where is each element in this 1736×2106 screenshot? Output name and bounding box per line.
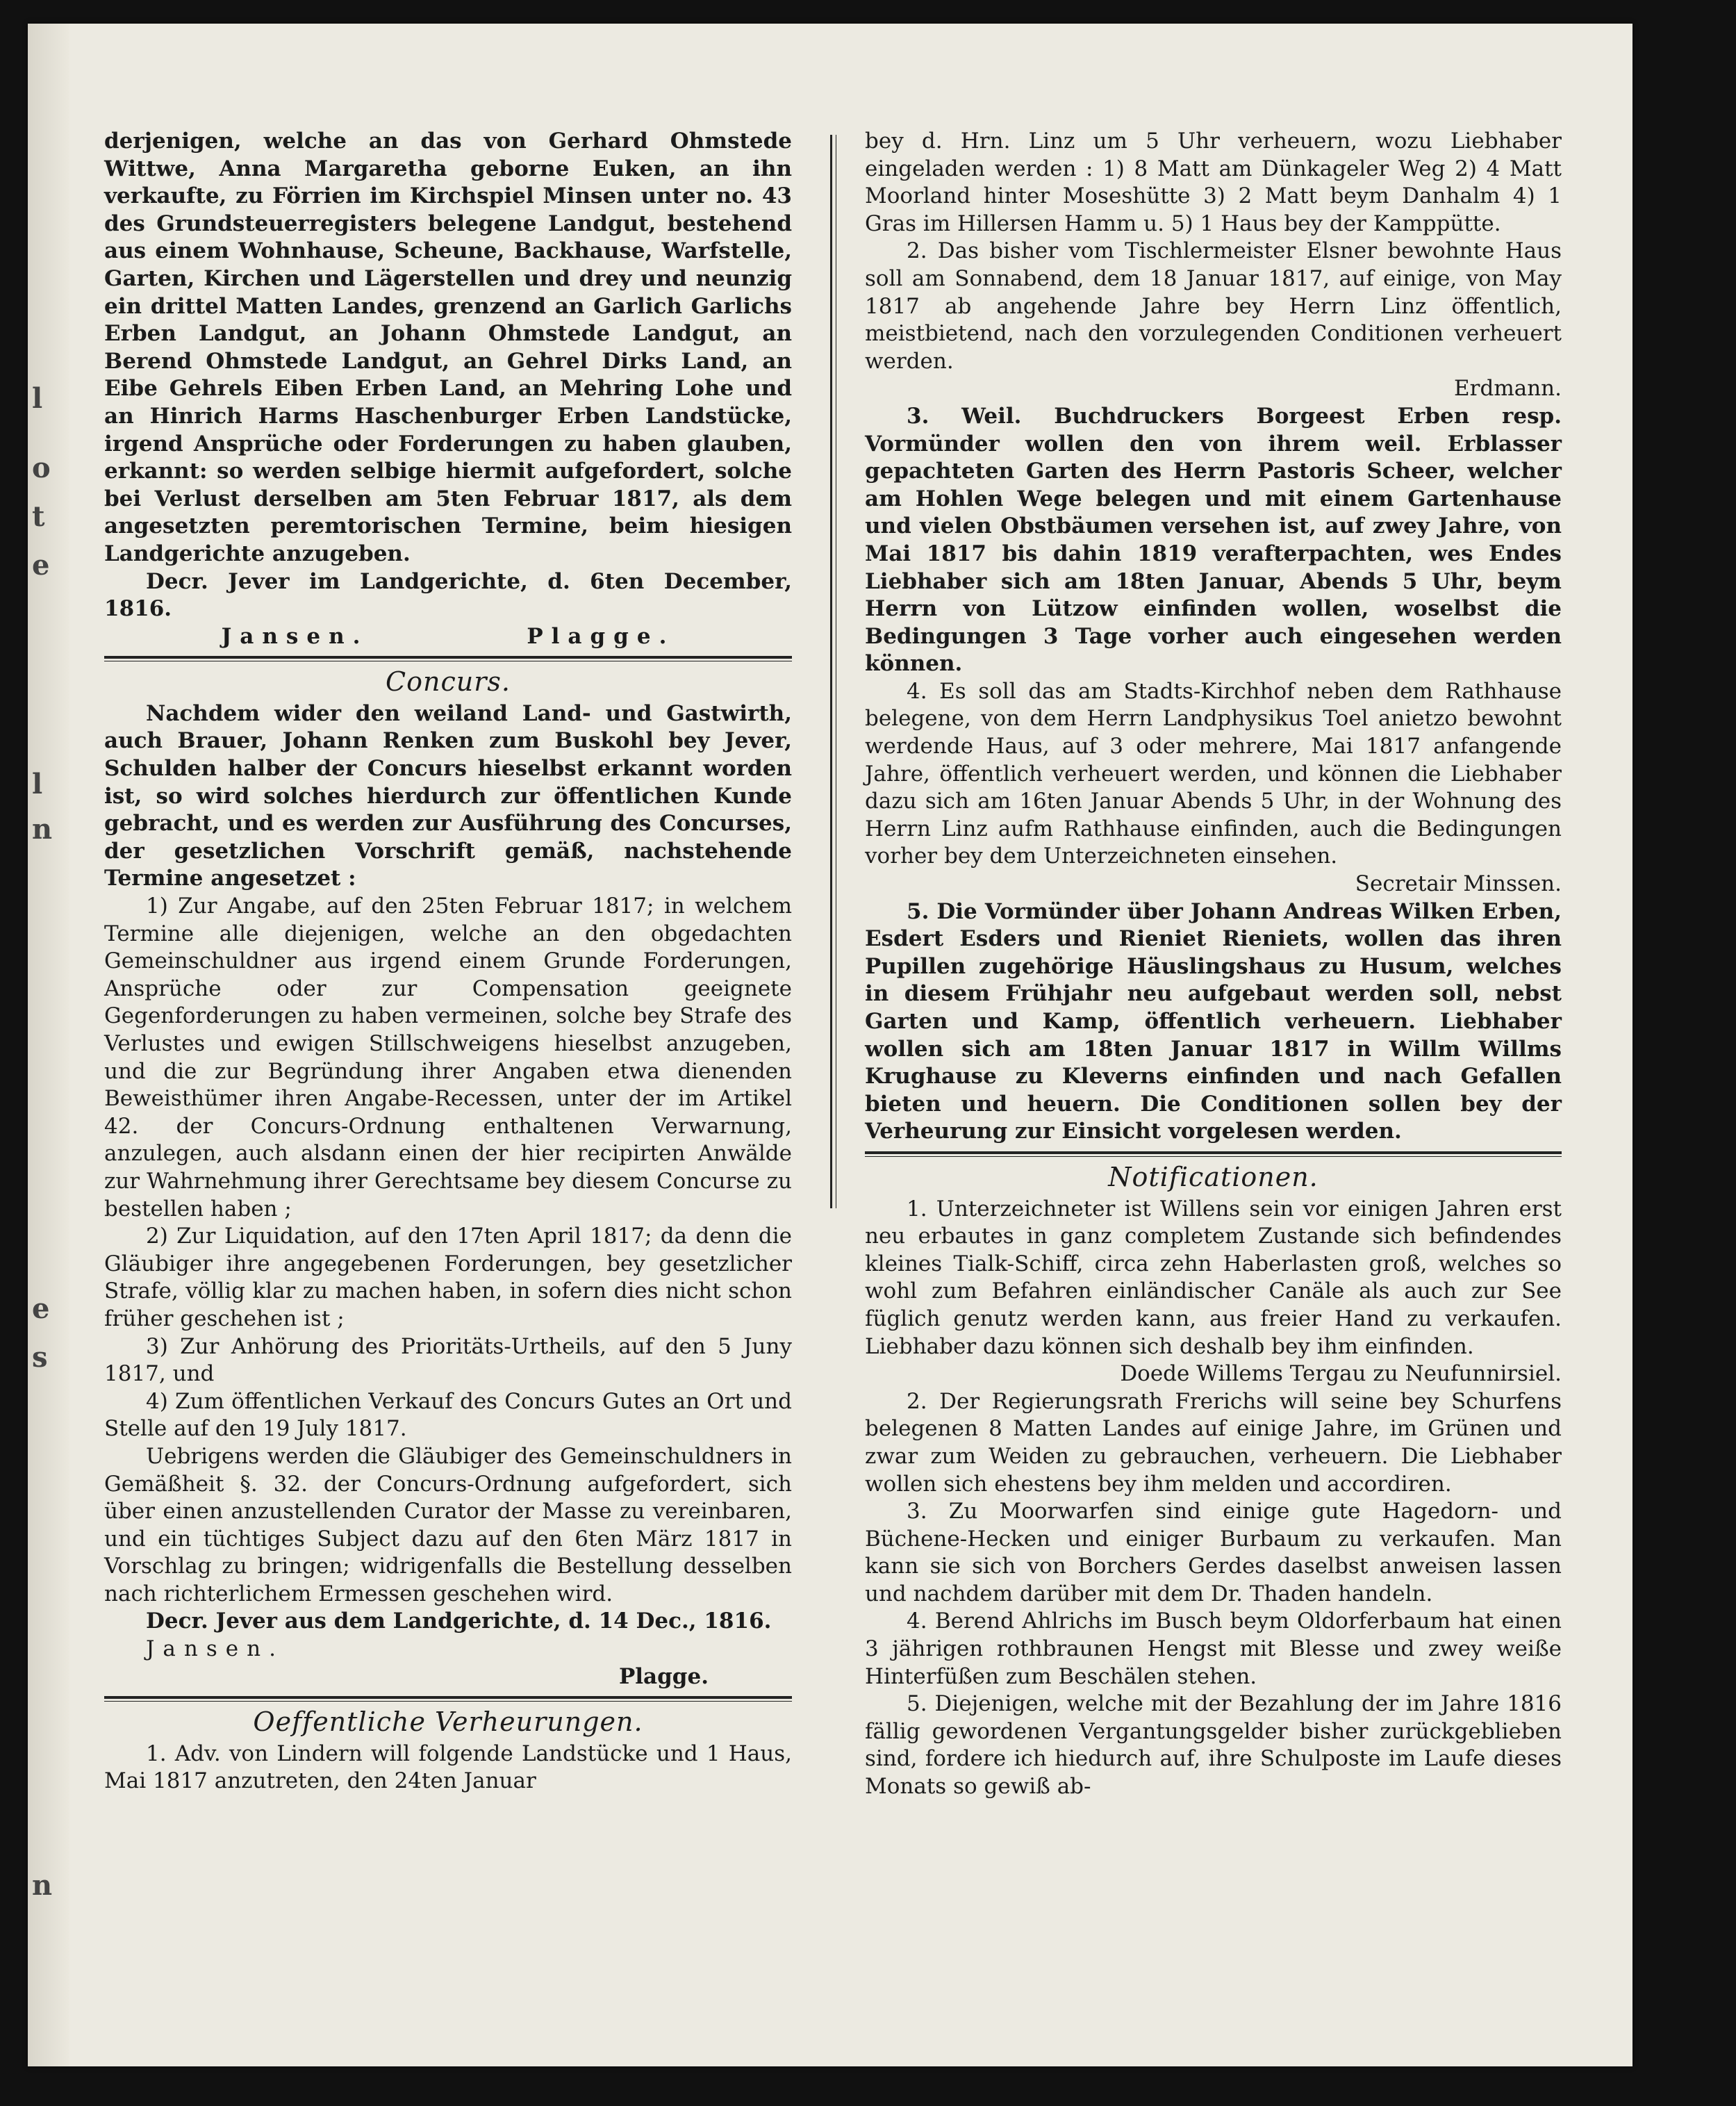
notification-3: 3. Zu Moorwarfen sind einige gute Hagedorn- und Büchene-Hecken und einiger Burbaum zu verkaufen. Man kann sie sich von Borchers Gerdes daselbst anweisen lassen und nachdem darüber mit dem Dr. Thaden handeln. [865,1499,1562,1606]
notifications-heading: Notificationen. [1108,1161,1318,1192]
concurs-heading: Concurs. [386,666,511,698]
edge-letter: n [32,1869,53,1902]
notification-1: 1. Unterzeichneter ist Willens sein vor einigen Jahren erst neu erbautes in ganz completem Zustande sich befindendes kleines Tialk-Schiff, circa zehn Haberlasten groß, welches so wohl zum Befahren einländischer Canäle als auch zur See füglich genutz werden kann, aus freier Hand zu verkaufen. Liebhaber dazu können sich deshalb bey ihm einfinden. [865,1196,1562,1359]
edge-letter: o [32,452,51,484]
term-3: 3) Zur Anhörung des Prioritäts-Urtheils, auf den 5 Juny 1817, und [104,1333,792,1387]
rent-heading: Oeffentliche Verheurungen. [253,1706,643,1738]
rent-item-3: 3. Weil. Buchdruckers Borgeest Erben resp. Vormünder wollen den von ihrem weil. Erblasser gepachteten Garten des Herrn Pastoris Scheer, welcher am Hohlen Wege belegen und mit einem Gartenhause und vielen Obstbäumen versehen ist, auf zwey Jahre, von Mai 1817 bis dahin 1819 verafterpachten, wes Endes Liebhaber sich am 18ten Januar, Abends 5 Uhr, beym Herrn von Lützow einfinden wollen, woselbst die Bedingungen 3 Tage vorher auch eingesehen werden können. [865,403,1562,677]
rent-item-4: 4. Es soll das am Stadts-Kirchhof neben dem Rathhause belegene, von dem Herrn Landphysikus Toel anietzo bewohnt werdende Haus, auf 3 oder mehrere, Mai 1817 anfangende Jahre, öffentlich verheuert werden, und können die Liebhaber dazu sich am 16ten Januar Abends 5 Uhr, in der Wohnung des Herrn Linz aufm Rathhause einfinden, auch die Bedingungen vorher bey dem Unterzeichneten einsehen. [865,678,1562,869]
column-divider [830,135,832,1208]
rent-item-2-signer: Erdmann. [1454,376,1562,402]
court-notice-text: derjenigen, welche an das von Gerhard Ohmstede Wittwe, Anna Margaretha geborne Euken, an ihn verkaufte, zu Förrien im Kirchspiel Minsen unter no. 43 des Grundsteuerregisters belegene Landgut, bestehend aus einem Wohnhause, Scheune, Backhause, Warfstelle, Garten, Kirchen und Lägerstellen und drey und neunzig ein drittel Matten Landes, grenzend an Garlich Garlichs Erben Landgut, an Johann Ohmstede Landgut, an Berend Ohmstede Landgut, an Gehrel Dirks Land, an Eibe Gehrels Eiben Erben Land, an Mehring Lohe und an Hinrich Harms Haschenburger Erben Landstücke, irgend Ansprüche oder Forderungen zu haben glauben, erkannt: so werden selbige hiermit aufgefordert, solche bei Verlust derselben am 5ten Februar 1817, als dem angesetzten peremtorischen Termine, beim hiesigen Landgerichte anzugeben. [104,129,792,566]
signers-line: Jansen. Plagge. [221,623,675,649]
concurs-closing: Uebrigens werden die Gläubiger des Gemeinschuldners in Gemäßheit §. 32. der Concurs-Ordnung aufgefordert, sich über einen anzustellenden Curator der Masse zu vereinbaren, und ein tüchtiges Subject dazu auf den 6ten März 1817 in Vorschlag zu bringen; widrigenfalls die Bestellung desselben nach richterlichem Ermessen geschehen wird. [104,1443,792,1606]
rent-item-4-signer: Secretair Minssen. [1355,871,1562,897]
decree-line-2: Decr. Jever aus dem Landgerichte, d. 14 Dec., 1816. [146,1609,772,1634]
edge-letter: e [32,549,50,582]
edge-letter: n [32,813,53,846]
notification-5: 5. Diejenigen, welche mit der Bezahlung der im Jahre 1816 fällig gewordenen Vergantungsgelder bisher zurückgeblieben sind, fordere ich hiedurch auf, ihre Schulposte im Laufe dieses Monats so gewiß ab- [865,1691,1562,1800]
edge-letter: s [32,1341,48,1374]
section-rule [104,1696,792,1702]
right-column [865,128,1562,1801]
term-4: 4) Zum öffentlichen Verkauf des Concurs Gutes an Ort und Stelle auf den 19 July 1817. [104,1388,792,1442]
rent-item-1: 1. Adv. von Lindern will folgende Landstücke und 1 Haus, Mai 1817 anzutreten, den 24ten Januar [104,1741,792,1794]
section-rule [104,656,792,661]
edge-letter: l [32,382,43,415]
edge-letter: e [32,1292,50,1325]
term-1: 1) Zur Angabe, auf den 25ten Februar 1817; in welchem Termine alle diejenigen, welche an den obgedachten Gemeinschuldner aus irgend einem Grunde Forderungen, Ansprüche oder zur Compensation geeignete Gegenforderungen zu haben vermeinen, solche bey Strafe des Verlustes und ewigen Stillschweigens hieselbst anzugeben, und die zur Begründung ihrer Angaben etwa dienenden Beweisthümer ihren Angabe-Recessen, unter der im Artikel 42. der Concurs-Ordnung enthaltenen Verwarnung, anzulegen, auch alsdann einen der hier recipirten Anwälde zur Wahrnehmung ihrer Gerechtsame bey diesem Concurse zu bestellen haben ; [104,894,792,1221]
notification-1-signer: Doede Willems Tergau zu Neufunnirsiel. [1120,1361,1562,1387]
left-column [104,128,792,1795]
section-rule [865,1151,1562,1157]
rent-item-5: 5. Die Vormünder über Johann Andreas Wilken Erben, Esdert Esders und Rieniet Rieniets, wollen das ihren Pupillen zugehörige Häuslingshaus zu Husum, welches in diesem Frühjahr neu aufgebaut werden soll, nebst Garten und Kamp, öffentlich verheuern. Liebhaber wollen sich am 18ten Januar 1817 in Willm Willms Krughause zu Kleverns einfinden und nach Gefallen bieten und heuern. Die Conditionen sollen bey der Verheurung zur Einsicht vorgelesen werden. [865,898,1562,1144]
decree-line: Decr. Jever im Landgerichte, d. 6ten December, 1816. [104,568,792,622]
rent-item-2: 2. Das bisher vom Tischlermeister Elsner bewohnte Haus soll am Sonnabend, dem 18 Januar 1817, auf einige, von May 1817 ab angehende Jahre bey Herrn Linz öffentlich, meistbietend, nach den vorzulegenden Conditionen verheuert werden. [865,238,1562,374]
concurs-text: Nachdem wider den weiland Land- und Gastwirth, auch Brauer, Johann Renken zum Buskohl bey Jever, Schulden halber der Concurs hieselbst erkannt worden ist, so wird solches hierdurch zur öffentlichen Kunde gebracht, und es werden zur Ausführung des Concurses, der gesetzlichen Vorschrift gemäß, nachstehende Termine angesetzet : [104,700,792,891]
rent-item-1-cont: bey d. Hrn. Linz um 5 Uhr verheuern, wozu Liebhaber eingeladen werden : 1) 8 Matt am Dünkageler Weg 2) 4 Matt Moorland hinter Moseshütte 3) 2 Matt beym Danhalm 4) 1 Gras im Hillersen Hamm u. 5) 1 Haus bey der Kamppütte. [865,129,1562,236]
notification-4: 4. Berend Ahlrichs im Busch beym Oldorferbaum hat einen 3 jährigen rothbraunen Hengst mit Blesse und zwey weiße Hinterfüßen zum Beschälen stehen. [865,1609,1562,1689]
signer-jansen: Jansen. [146,1636,284,1662]
term-2: 2) Zur Liquidation, auf den 17ten April 1817; da denn die Gläubiger ihre angegebenen Forderungen, bey gesetzlicher Strafe, völlig klar zu machen haben, in sofern dies nicht schon früher geschehen ist ; [104,1224,792,1331]
newspaper-page [28,24,1632,2066]
notification-2: 2. Der Regierungsrath Frerichs will seine bey Schurfens belegenen 8 Matten Landes auf einige Jahre, im Grünen und zwar zum Weiden zu gebrauchen, verheuern. Die Liebhaber wollen sich ehestens bey ihm melden und accordiren. [865,1388,1562,1497]
signer-plagge: Plagge. [618,1663,709,1689]
edge-letter: l [32,768,43,800]
facing-page-edge [28,24,69,2066]
edge-letter: t [32,500,45,533]
